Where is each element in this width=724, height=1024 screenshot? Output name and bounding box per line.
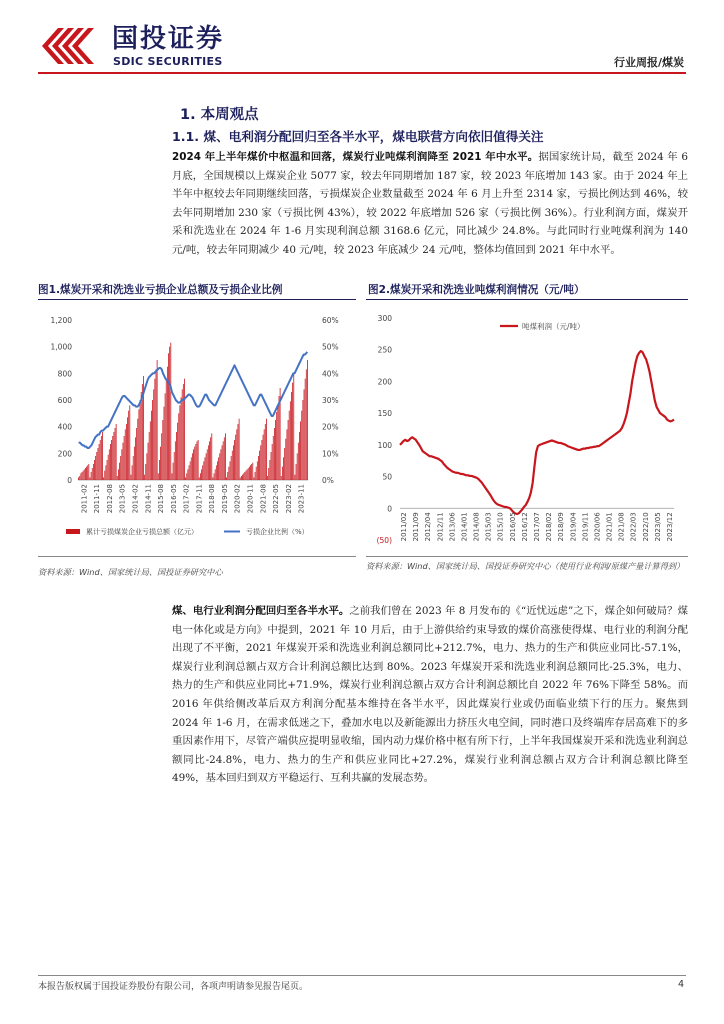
chart1-bar [125,429,126,480]
chart1-bar [176,432,177,480]
chart1-bar [86,467,87,480]
chart1-bar [272,444,273,480]
chart1-bar [87,465,88,480]
chart1-bar [154,379,155,480]
chart2-x-tick-label: 2012/04 [424,512,433,542]
chart1-bar [208,445,209,480]
figure-1-bottom-rule [38,556,356,557]
chart1-x-tick-label: 2023-11 [297,484,306,514]
chart1-bar [258,456,259,480]
chart1-bar [102,432,103,480]
chart1-bar [107,460,108,480]
chart1-bar [185,477,186,480]
chart1-x-tick-label: 2020-02 [233,484,242,514]
footer-disclaimer: 本报告版权属于国投证券股份有限公司，各项声明请参见报告尾页。 [38,982,309,992]
chart1-bar [124,436,125,480]
chart1-bar [113,432,114,480]
chart1-right-tick-label: 0% [322,476,334,485]
chart1-bar [302,400,303,480]
chart1-bar [88,464,89,480]
chart1-bar [233,445,234,480]
chart2-y-tick-label: 100 [377,440,392,450]
figure-2-source: 资料来源：Wind、国家统计局、国投证券研究中心（使用行业利润/原煤产量计算得到） [366,561,685,571]
footer-divider [38,975,686,976]
chart1-bar [139,409,140,480]
chart1-right-tick-label: 20% [322,422,339,432]
chart1-bar [274,428,275,480]
chart1-bar [287,429,288,480]
chart1-bar [132,465,133,480]
chart1-bar [115,428,116,480]
chart1-bar [213,477,214,480]
chart1-bar [127,417,128,480]
chart1-left-tick-label: 600 [57,396,72,405]
paragraph-2 [172,602,688,788]
chart1-right-tick-label: 60% [322,316,339,325]
chart1-bar [267,476,268,480]
chart1-bar [193,449,194,480]
chart1-bar [121,449,122,480]
chart2-y-tick-label: 50 [382,472,392,482]
chart1-bar [95,456,96,480]
chart1-bar [256,467,257,480]
chart2-x-tick-label: 2012/11 [436,512,445,542]
chart1-bar [99,444,100,480]
chart1-bar [126,424,127,480]
chart1-x-tick-label: 2015-08 [157,484,166,514]
figure-1-top-rule [38,299,356,300]
chart1-bar [218,457,219,480]
chart1-bar [289,411,290,480]
chart1-bar [191,457,192,480]
chart1-bar [300,421,301,480]
chart1-bar [172,473,173,480]
chart2-x-tick-label: 2018/09 [557,512,566,542]
chart2-y-tick-label: 0 [387,504,392,514]
chart1-bar [119,463,120,480]
chart1-bar [96,452,97,480]
chart1-bar [276,412,277,480]
chart1-bar [93,464,94,480]
page-number: 4 [677,979,684,990]
chart1-bar [151,411,152,480]
chart1-bar [217,461,218,480]
chart1-bar [216,465,217,480]
chart1-bar [134,447,135,480]
chart1-bar [260,445,261,480]
chart1-bar [206,453,207,480]
chart1-bar [224,437,225,480]
chart1-bar [248,468,249,480]
chart1-bar [269,460,270,480]
chart1-bar [189,465,190,480]
chart1-bar [100,440,101,480]
chart1-bar [187,469,188,480]
chart2-x-tick-label: 2019/04 [569,512,578,542]
chart1-bar [301,411,302,480]
chart1-bar [109,449,110,480]
sdic-logo-mark-icon [38,24,106,68]
chart1-x-tick-label: 2011-11 [93,484,102,514]
chart1-left-tick-label: 200 [57,449,72,459]
chart1-x-tick-label: 2013-05 [118,484,127,514]
chart1-bar [118,469,119,480]
chart1-bar [129,405,130,480]
header-divider [38,72,686,74]
figure-2-top-rule [366,299,688,300]
chart1-x-tick-label: 2017-11 [195,484,204,514]
chart1-bar [177,423,178,480]
chart1-bar [186,473,187,480]
chart1-bar [190,461,191,480]
chart1-bar [284,448,285,480]
chart1-x-tick-label: 2020-11 [246,484,255,514]
chart1-x-tick-label: 2016-05 [169,484,178,514]
chart1-bar [164,407,165,480]
chart2-x-tick-label: 2013/06 [448,512,457,542]
chart1-bar [184,379,185,480]
chart1-x-tick-label: 2012-08 [105,484,114,514]
chart1-bar [279,396,280,480]
paragraph-1 [172,148,688,260]
chart1-left-tick-label: 0 [67,476,72,485]
subsection-heading: 1.1. 煤、电利润分配回归至各半水平，煤电联营方向依旧值得关注 [172,129,544,144]
chart1-bar [144,475,145,480]
chart1-x-tick-label: 2014-02 [131,484,140,514]
chart1-bar [207,449,208,480]
chart1-bar [223,441,224,480]
chart2-x-tick-label: 2019/11 [581,512,590,542]
chart1-bar [290,401,291,480]
chart1-bar [259,451,260,480]
chart1-bar [198,440,199,480]
chart1-bar [299,432,300,480]
chart1-bar [268,468,269,480]
chart1-legend-label-line: 亏损企业比例（%） [246,528,309,536]
chart1-x-tick-label: 2014-11 [144,484,153,514]
chart1-bar [145,464,146,480]
chart1-bar [157,360,158,480]
chart1-bar [304,389,305,480]
chart-loss-companies [38,302,356,554]
chart1-bar [111,440,112,480]
chart1-bar [174,452,175,480]
chart1-bar [104,471,105,480]
chart1-bar [79,476,80,480]
chart1-bar [194,447,195,480]
chart1-bar [307,360,308,480]
chart1-bar [257,461,258,480]
chart1-bar [205,457,206,480]
chart1-bar [292,383,293,480]
brand-name-en: SDIC SECURITIES [113,55,223,68]
chart1-right-tick-label: 50% [322,342,339,352]
chart1-x-tick-label: 2019-05 [220,484,229,514]
chart1-bar [261,440,262,480]
chart1-bar [117,476,118,480]
chart1-bar [295,475,296,480]
chart1-bar [281,476,282,480]
chart2-x-tick-label: 2022/03 [629,512,638,542]
chart1-right-tick-label: 30% [322,396,339,405]
chart1-bar [166,380,167,480]
chart2-y-tick-label: (50) [376,536,392,545]
chart1-bar [285,439,286,480]
chart1-bar [141,392,142,480]
chart2-x-tick-label: 2023/12 [666,512,674,542]
chart2-profit-line [400,351,674,514]
chart1-bar [277,404,278,480]
chart1-bar [90,477,91,480]
chart2-x-tick-label: 2016/05 [508,512,517,542]
chart1-x-tick-label: 2017-02 [182,484,191,514]
chart1-bar [149,432,150,480]
chart2-x-tick-label: 2021/08 [617,512,626,542]
chart2-legend-label: 吨煤利润（元/吨） [522,322,585,331]
chart1-bar [94,460,95,480]
chart1-x-tick-label: 2011-02 [80,484,89,514]
paragraph-1-body: 据国家统计局，截至 2024 年 6 月底，全国规模以上煤炭企业 5077 家，较去年同期增加 187 家，较 2023 年底增加 143 家。由于 2024 年上半年中枢较去年同期继续回落，亏损煤炭企业数量截至 2024 年 6 月上升至 2314 家，亏损比例达到 46%，较去年同期增加 230 家（亏损比例 43%），较 2022 年底增加 526 家（亏损比例 36%）。行业利润方面，煤炭开采和洗选业在 2024 年 1-6 月实现利润总额 3168.6 亿元，同比减少 24.8%。与此同时行业吨煤利润为 140 元/吨，较去年同期减少 40 元/吨，较 2023 年底减少 24 元/吨，整体均值回到 2021 年中水平。 [172,151,688,256]
chart1-left-tick-label: 1,200 [50,316,72,325]
chart1-x-tick-label: 2022-05 [272,484,281,514]
chart1-bar [159,460,160,480]
chart1-right-tick-label: 10% [322,449,339,459]
chart-profit-per-ton [366,302,688,554]
chart1-bar [250,465,251,480]
chart1-bar [255,472,256,480]
chart1-bar [203,461,204,480]
chart1-bar [247,469,248,480]
chart1-bar [236,429,237,480]
chart1-bar [226,477,227,480]
chart2-x-tick-label: 2023/05 [653,512,662,542]
chart1-bar [181,397,182,480]
chart1-bar [140,400,141,480]
chart1-bar [92,468,93,480]
chart1-bar [120,456,121,480]
chart1-bar [80,473,81,480]
chart1-bar [293,375,294,480]
chart1-bar [180,405,181,480]
chart2-x-tick-label: 2020/06 [593,512,602,542]
brand-name: 国投证券 [112,24,225,54]
chart1-bar [116,424,117,480]
chart1-bar [273,436,274,480]
chart1-bar [133,456,134,480]
chart1-bar [162,420,163,480]
chart1-bar [84,469,85,480]
chart1-bar [178,413,179,480]
chart1-bar [150,421,151,480]
chart2-x-tick-label: 2021/01 [605,512,614,542]
chart1-bar [288,420,289,480]
chart1-bar [192,453,193,480]
chart1-bar [197,441,198,480]
chart1-bar [297,453,298,480]
chart2-x-tick-label: 2018/02 [545,512,554,542]
chart1-bar [101,436,102,480]
chart1-bar [167,367,168,480]
chart1-bar [232,451,233,480]
chart1-x-tick-label: 2023-02 [284,484,293,514]
chart1-bar [242,475,243,480]
chart1-bar [243,473,244,480]
chart1-left-tick-label: 400 [57,422,72,432]
chart1-bar [222,445,223,480]
chart1-bar [227,472,228,480]
paragraph-2-lead: 煤、电行业利润分配回归至各半水平。 [172,605,350,617]
chart1-bar [244,472,245,480]
chart1-bar [123,443,124,480]
chart1-bar [252,463,253,480]
chart1-bar [202,465,203,480]
chart1-bar [235,435,236,480]
chart1-bar [234,440,235,480]
chart1-bar [209,441,210,480]
chart1-bar [108,455,109,480]
chart2-x-tick-label: 2014/08 [472,512,481,542]
chart2-x-tick-label: 2017/07 [533,512,541,542]
chart1-bar [282,467,283,480]
chart1-bar [105,465,106,480]
chart1-bar [160,447,161,480]
chart1-bar [173,463,174,480]
chart1-bar [291,392,292,480]
chart1-bar [219,453,220,480]
section-heading: 1. 本周观点 [180,107,259,123]
chart2-x-tick-label: 2015/03 [484,512,493,542]
chart1-bar [228,467,229,480]
chart2-x-tick-label: 2022/10 [641,512,650,542]
figure-1-title: 图1.煤炭开采和洗选业亏损企业总额及亏损企业比例 [38,284,283,296]
chart1-bar [168,353,169,480]
chart1-bar [153,389,154,480]
chart1-bar [240,477,241,480]
chart1-bar [238,424,239,480]
chart1-bar [263,435,264,480]
chart1-bar [251,464,252,480]
paragraph-1-lead: 2024 年上半年煤价中枢温和回落，煤炭行业吨煤利润降至 2021 年中水平。 [172,151,539,163]
chart1-bar [239,419,240,480]
chart1-bar [241,476,242,480]
chart1-bar [103,477,104,480]
chart1-legend-label-bar: 累计亏损煤炭企业亏损总额（亿元） [86,528,198,536]
chart1-bar [85,468,86,480]
chart2-y-tick-label: 250 [377,345,392,355]
chart1-bar [148,443,149,480]
chart1-bar [225,433,226,480]
chart1-bar [169,347,170,480]
chart1-bar [298,443,299,480]
figure-2-bottom-rule [366,556,688,557]
chart1-bar [265,424,266,480]
chart1-bar [246,471,247,480]
chart1-bar [211,433,212,480]
chart2-y-tick-label: 150 [377,409,392,419]
chart1-bar [306,369,307,480]
chart2-y-tick-label: 200 [377,377,392,387]
chart1-bar [230,461,231,480]
chart1-bar [170,343,171,480]
chart1-left-tick-label: 800 [57,369,72,379]
chart1-bar [254,477,255,480]
chart1-bar [215,469,216,480]
chart1-bar [199,477,200,480]
chart1-bar [266,419,267,480]
chart1-bar [182,389,183,480]
chart1-legend-swatch-bar [66,529,80,534]
chart1-bar [231,456,232,480]
chart1-x-tick-label: 2021-08 [259,484,268,514]
report-type: 行业周报/煤炭 [613,56,684,69]
chart1-x-tick-label: 2018-08 [208,484,217,514]
chart1-right-tick-label: 40% [322,369,339,379]
chart1-bar [305,379,306,480]
chart2-x-tick-label: 2011/02 [400,512,408,542]
chart2-x-tick-label: 2011/09 [412,512,421,542]
chart1-bar [195,444,196,480]
chart1-bar [78,477,79,480]
chart1-bar [249,467,250,480]
chart1-bar [110,444,111,480]
chart1-bar [165,393,166,480]
chart1-bar [175,441,176,480]
chart1-bar [152,400,153,480]
chart1-bar [98,448,99,480]
chart2-x-tick-label: 2016/12 [520,512,529,542]
chart1-bar [271,452,272,480]
chart1-bar [200,473,201,480]
chart2-x-tick-label: 2015/10 [496,512,505,542]
figure-2-title: 图2.煤炭开采和洗选业吨煤利润情况（元/吨） [368,284,585,296]
chart1-bar [91,472,92,480]
paragraph-2-body: 之前我们曾在 2023 年 8 月发布的《“近忧远虑”之下，煤企如何破局？煤电一体化或是方向》中提到，2021 年 10 月后，由于上游供给约束导致的煤价高涨使得煤、电行业的利润分配出现了不平衡，2021 年煤炭开采和洗选业利润总额同比+212.7%，电力、热力的生产和供应业同比-57.1%，煤炭行业利润总额占双方合计利润总额比达到 80%。2023 年煤炭开采和洗选业利润总额同比-25.3%，电力、热力的生产和供应业同比+71.9%，煤炭行业利润总额占双方合计利润总额比自 2022 年 76%下降至 58%。而 2016 年供给侧改革后双方利润分配基本维持在各半水平，因此煤炭行业或仍面临业绩下行的压力。聚焦到 2024 年 1-6 月，在需求低迷之下，叠加水电以及新能源出力挤压火电空间，同时港口及终端库存居高难下的多重因素作用下，尽管产端供应提明显收缩，国内动力煤价格中枢有所下行，上半年我国煤炭开采和洗选业利润总额同比-24.8%，电力、热力的生产和供应业同比+27.2%，煤炭行业利润总额占双方合计利润总额比降至 49%，基本回归到双方平稳运行、互利共赢的发展态势。 [172,605,689,785]
chart1-bar [264,429,265,480]
chart1-left-tick-label: 1,000 [50,342,72,352]
chart1-ratio-line [79,352,308,448]
chart1-bar [220,449,221,480]
chart1-bar [128,411,129,480]
figure-1-source: 资料来源：Wind、国家统计局、国投证券研究中心 [38,567,223,577]
chart1-bar [137,419,138,480]
chart1-bar [156,369,157,480]
chart1-bar [201,469,202,480]
chart1-bar [161,433,162,480]
chart2-y-tick-label: 300 [377,314,392,323]
chart1-bar [146,453,147,480]
chart1-bar [135,437,136,480]
chart1-bar [214,473,215,480]
chart1-bar [83,471,84,480]
chart1-bar [283,457,284,480]
chart1-bar [275,420,276,480]
chart1-bar [131,475,132,480]
chart1-bar [82,472,83,480]
chart1-bar [158,473,159,480]
chart1-bar [210,437,211,480]
chart1-bar [136,428,137,480]
chart1-bar [112,436,113,480]
chart1-bar [296,464,297,480]
chart2-x-tick-label: 2014/01 [460,512,469,542]
